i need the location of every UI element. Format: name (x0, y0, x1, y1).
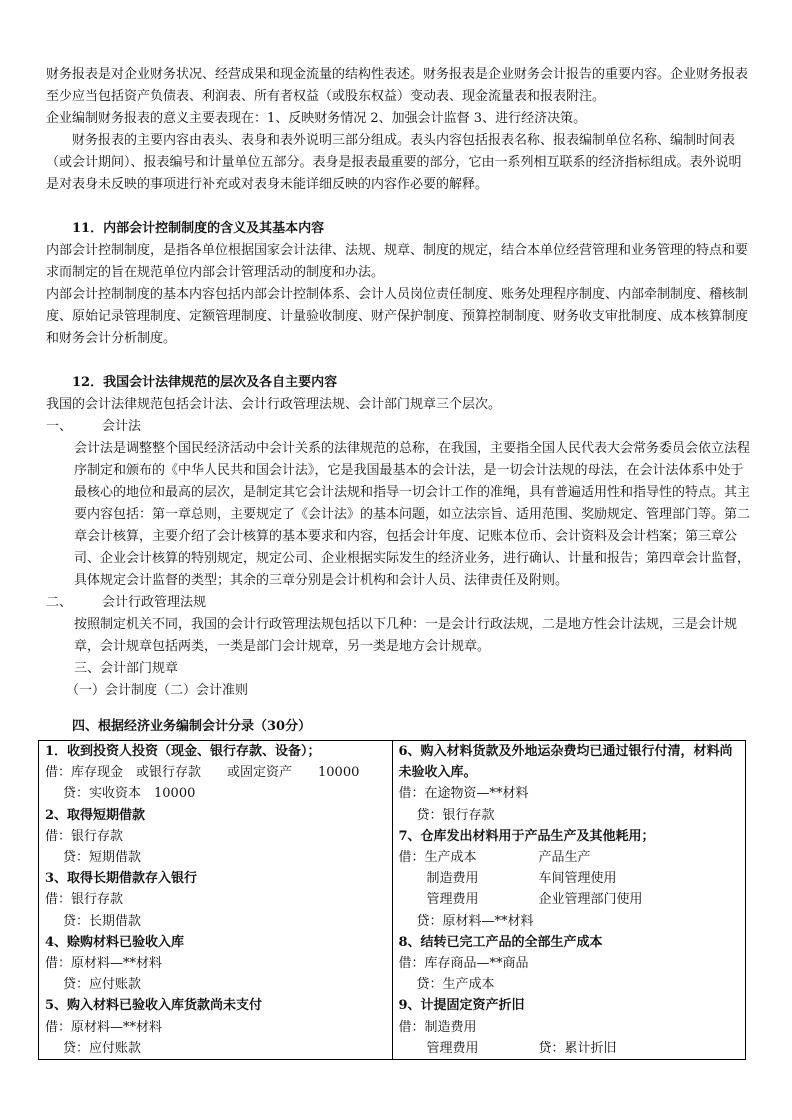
entry-7-row-3 (399, 889, 746, 910)
section-12-intro: 我国的会计法律规范包括会计法、会计行政管理法规、会计部门规章三个层次。 (46, 397, 502, 412)
entry-2-title: 2、取得短期借款 (45, 807, 146, 823)
section-11-paragraph-2: 内部会计控制制度的基本内容包括内部会计控制体系、会计人员岗位责任制度、账务处理程序制度、内部牵制制度、稽核制度、原始记录管理制度、定额管理制度、计量验收制度、财产保护制度、预算控制制度、财务收支审批制度、成本核算制度和财务会计分析制度。 (46, 287, 749, 346)
part-2-body: 按照制定机关不同，我国的会计行政管理法规包括以下几种：一是会计行政法规，二是地方性会计法规，三是会计规章，会计规章包括两类，一类是部门会计规章，另一类是地方会计规章。 (74, 617, 738, 654)
entry-3-credit: 贷：长期借款 (63, 913, 142, 929)
section-12-title: 12．我国会计法律规范的层次及各自主要内容 (72, 375, 338, 390)
entry-4-credit: 贷：应付账款 (63, 977, 142, 993)
document-page (46, 64, 752, 1060)
entry-3-debit: 借：银行存款 (45, 892, 124, 908)
section-11-title: 11．内部会计控制制度的含义及其基本内容 (72, 221, 325, 236)
entry-7-debit-label: 借：生产成本 (398, 850, 477, 866)
entry-2-credit: 贷：短期借款 (63, 850, 142, 866)
entry-7-debit-note: 产品生产 (538, 850, 591, 866)
section-12-part-1-heading (46, 416, 752, 438)
section-11-paragraph-1: 内部会计控制制度，是指各单位根据国家会计法律、法规、规章、制度的规定，结合本单位经营管理和业务管理的特点和要求而制定的旨在规范单位内部会计管理活动的制度和办法。 (46, 243, 749, 280)
section-4-title: 四、根据经济业务编制会计分录（30分） (72, 719, 312, 734)
entry-6-title: 6、购入材料货款及外地运杂费均已通过银行付清，材料尚未验收入库。 (398, 744, 733, 781)
intro-paragraph-1: 财务报表是对企业财务状况、经营成果和现金流量的结构性表述。财务报表是企业财务会计报告的重要内容。企业财务报表至少应当包括资产负债表、利润表、所有者权益（或股东权益）变动表、现金流量表和报表附注。 (46, 67, 749, 104)
entry-1-credit: 贷：实收资本 10000 (63, 786, 196, 802)
left-column (39, 741, 393, 1060)
entry-8-credit: 贷：生产成本 (416, 977, 495, 993)
entry-2-debit: 借：银行存款 (45, 828, 124, 844)
intro-paragraph-3: 财务报表的主要内容由表头、表身和表外说明三部分组成。表头内容包括报表名称、报表编制单位名称、编制时间表（或会计期间）、报表编号和计量单位五部分。表身是报表最重要的部分，它由一系列相互联系的经济指标组成。表外说明是对表身未反映的事项进行补充或对表身未能详细反映的内容作必要的解释。 (46, 133, 742, 192)
entry-9-title: 9、计提固定资产折旧 (398, 998, 525, 1014)
part-3-title: 三、会计部门规章 (74, 661, 179, 676)
entry-6-credit: 贷：银行存款 (416, 807, 495, 823)
entry-4-debit: 借：原材料—**材料 (45, 956, 163, 972)
entry-7-row-3-label: 管理费用 (426, 892, 479, 908)
entry-7-row-2-note: 车间管理使用 (538, 871, 617, 887)
entry-8-title: 8、结转已完工产品的全部生产成本 (398, 934, 603, 950)
entry-7-title: 7、仓库发出材料用于产品生产及其他耗用； (398, 828, 655, 844)
part-1-title: 会计法 (102, 419, 142, 434)
section-12-part-2-heading (46, 592, 752, 614)
entry-9-row-2-label: 管理费用 (426, 1040, 479, 1056)
part-3-body: （一）会计制度（二）会计准则 (66, 683, 249, 698)
entry-5-credit: 贷：应付账款 (63, 1040, 142, 1056)
part-1-number: 一、 (46, 419, 73, 434)
entry-7-row-2 (399, 868, 746, 889)
entry-9-debit: 借：制造费用 (398, 1019, 477, 1035)
part-2-title: 会计行政管理法规 (102, 595, 207, 610)
entry-7-credit: 贷：原材料—**材料 (416, 913, 534, 929)
entry-9-row-2 (399, 1038, 746, 1059)
entry-1-title: 1．收到投资人投资（现金、银行存款、设备）； (45, 744, 321, 759)
entry-5-debit: 借：原材料—**材料 (45, 1019, 163, 1035)
entry-7-row-3-note: 企业管理部门使用 (538, 892, 643, 908)
entry-3-title: 3、取得长期借款存入银行 (45, 871, 198, 887)
entry-1-debit: 借：库存现金 或银行存款 或固定资产 10000 (45, 765, 360, 781)
journal-entries-table (38, 740, 746, 1060)
part-2-number: 二、 (46, 595, 73, 610)
entry-8-debit: 借：库存商品—**商品 (398, 956, 529, 972)
entry-7-debit-row (399, 847, 746, 868)
entry-4-title: 4、赊购材料已验收入库 (45, 934, 185, 950)
entry-5-title: 5、购入材料已验收入库货款尚未支付 (45, 998, 263, 1014)
part-1-body: 会计法是调整整个国民经济活动中会计关系的法律规范的总称，在我国，主要指全国人民代表大会常务委员会依立法程序制定和颁布的《中华人民共和国会计法》，它是我国最基本的会计法，是一切会计法规的母法，在会计法体系中处于最核心的地位和最高的层次，是制定其它会计法规和指导一切会计工作的准绳，具有普遍适用性和指导性的特点。其主要内容包括：第一章总则，主要规定了《会计法》的基本问题，如立法宗旨、适用范围、奖励规定、管理部门等。第二章会计核算，主要介绍了会计核算的基本要求和内容，包括会计年度、记账本位币、会计资料及会计档案；第三章公司、企业会计核算的特别规定，规定公司、企业根据实际发生的经济业务，进行确认、计量和报告；第四章会计监督，具体规定会计监督的类型；其余的三章分别是会计机构和会计人员、法律责任及附则。 (74, 441, 751, 588)
intro-paragraph-2: 企业编制财务报表的意义主要表现在：1、反映财务情况 2、加强会计监督 3、进行经济决策。 (46, 111, 587, 126)
right-column (392, 741, 746, 1060)
entry-7-row-2-label: 制造费用 (426, 871, 479, 887)
entry-6-debit: 借：在途物资—**材料 (398, 786, 529, 802)
entry-9-credit: 贷：累计折旧 (538, 1040, 617, 1056)
